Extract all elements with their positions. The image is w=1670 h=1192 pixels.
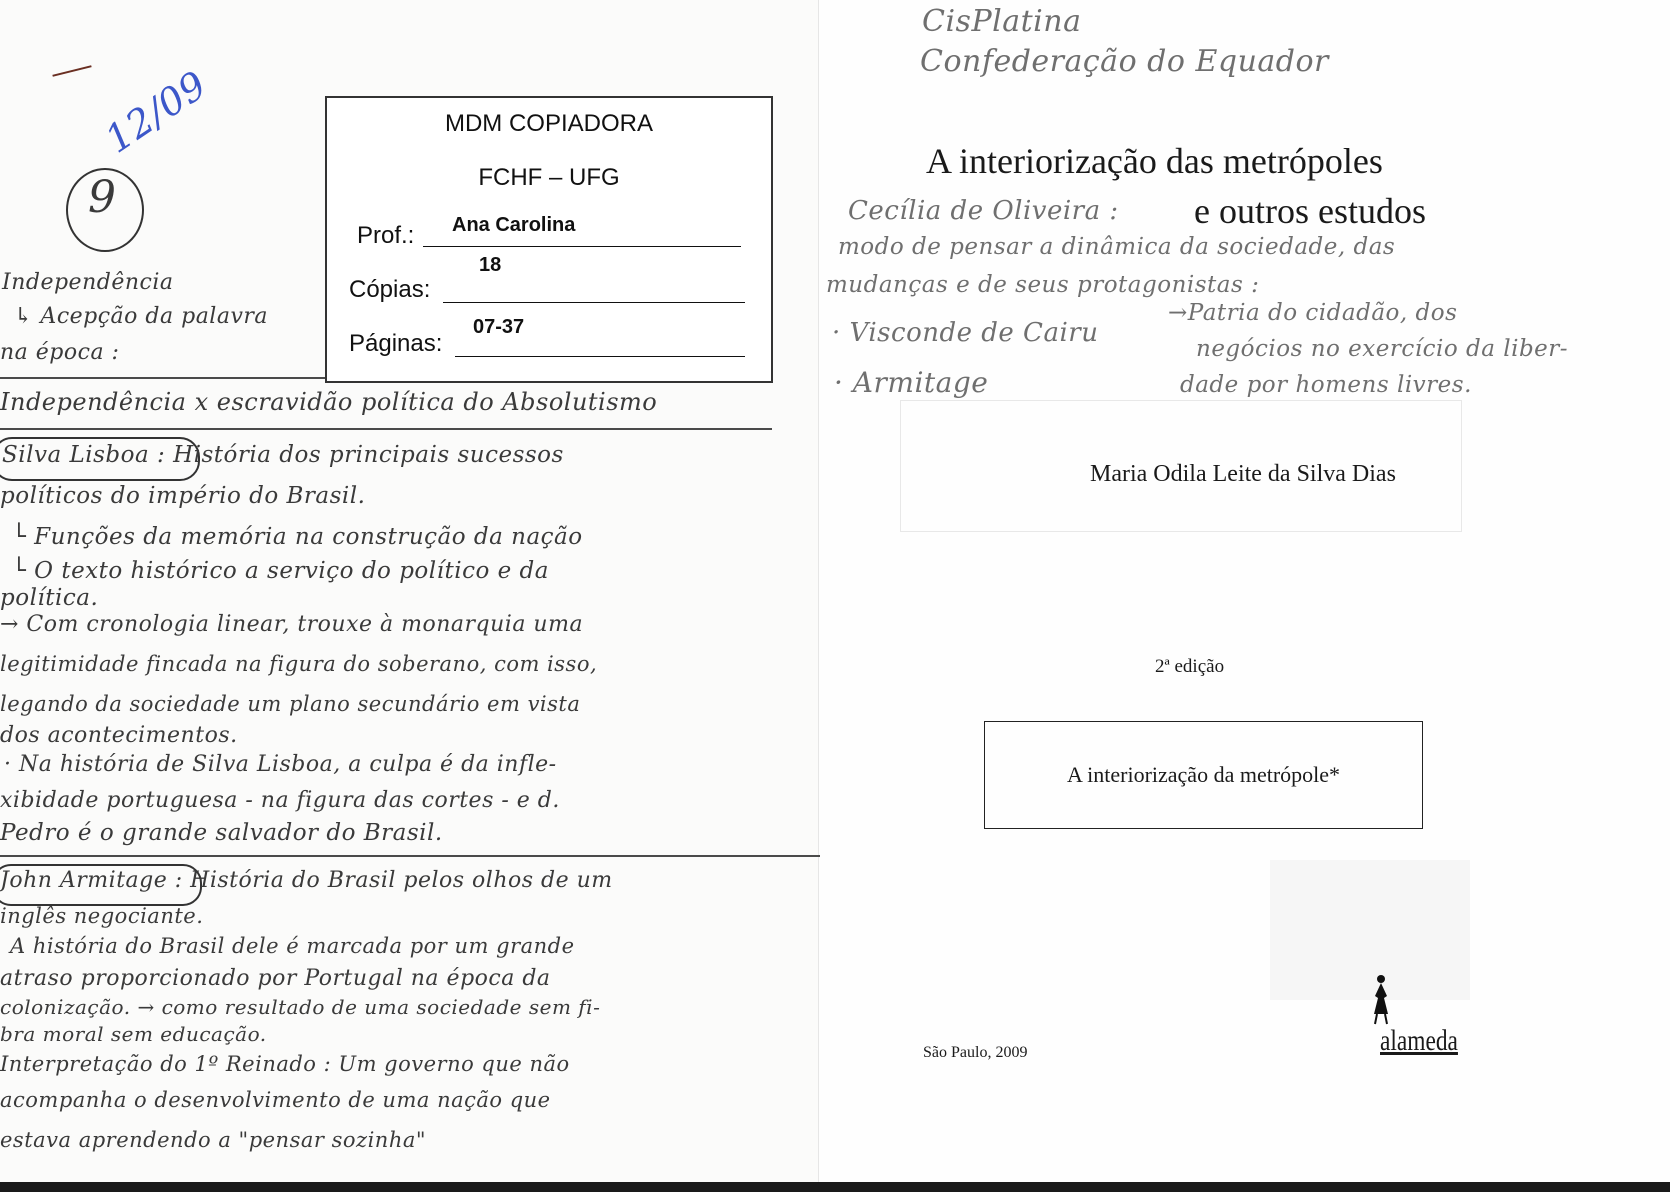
note-line: └ O texto histórico a serviço do político e da	[12, 558, 549, 584]
chapter-box	[984, 721, 1423, 829]
note-right: negócios no exercício da liber-	[1196, 336, 1569, 362]
note-line: xibidade portuguesa - na figura das cortes - e d.	[0, 788, 560, 813]
note-line: Independência x escravidão política do Absolutismo	[0, 388, 658, 416]
stamp-professor-line	[423, 246, 741, 247]
note-line: Independência	[2, 270, 174, 295]
stamp-copies-line	[443, 302, 745, 303]
note-line: · Na história de Silva Lisboa, a culpa é da infle-	[4, 752, 557, 777]
note-divider	[0, 377, 325, 379]
note-line: estava aprendendo a "pensar sozinha"	[0, 1128, 427, 1152]
note-line: dos acontecimentos.	[0, 723, 238, 748]
handwritten-date: 12/09	[97, 62, 215, 162]
note-right: dade por homens livres.	[1180, 372, 1472, 398]
book-place-year: São Paulo, 2009	[923, 1044, 1028, 1061]
stamp-title: MDM COPIADORA	[444, 110, 653, 137]
note-divider	[0, 855, 820, 857]
note-line: acompanha o desenvolvimento de uma nação que	[0, 1088, 551, 1112]
note-right: Cecília de Oliveira :	[848, 196, 1119, 226]
note-line: Interpretação do 1º Reinado : Um governo que não	[0, 1052, 570, 1076]
note-line: inglês negociante.	[0, 904, 204, 928]
book-author: Maria Odila Leite da Silva Dias	[1090, 461, 1396, 487]
chapter-title: A interiorização da metrópole*	[1066, 762, 1341, 787]
note-line: políticos do império do Brasil.	[0, 483, 366, 509]
stamp-pages-line	[455, 356, 745, 357]
note-line: política.	[0, 585, 99, 611]
stamp-copies-value: 18	[479, 254, 502, 276]
note-right: mudanças e de seus protagonistas :	[826, 272, 1260, 298]
note-right: modo de pensar a dinâmica da sociedade, das	[838, 234, 1396, 260]
stamp-professor-label: Prof.:	[357, 222, 415, 249]
note-right: · Armitage	[834, 366, 989, 399]
note-right: →Patria do cidadão, dos	[1168, 300, 1458, 326]
note-line: → Com cronologia linear, trouxe à monarquia uma	[0, 612, 584, 637]
book-edition: 2ª edição	[1155, 656, 1225, 677]
stamp-subtitle: FCHF – UFG	[478, 164, 620, 191]
note-line: John Armitage : História do Brasil pelos olhos de um	[0, 868, 613, 893]
note-line: legitimidade fincada na figura do soberano, com isso,	[0, 652, 598, 676]
stamp-professor-value: Ana Carolina	[452, 214, 576, 236]
note-line: Silva Lisboa : História dos principais sucessos	[2, 442, 564, 468]
handwritten-number: 9	[88, 172, 117, 223]
note-line: atraso proporcionado por Portugal na época da	[0, 966, 551, 991]
stamp-pages-label: Páginas:	[349, 330, 443, 357]
note-line: Pedro é o grande salvador do Brasil.	[0, 820, 443, 846]
note-line: A história do Brasil dele é marcada por um grande	[10, 934, 575, 958]
note-line: └ Funções da memória na construção da nação	[12, 524, 583, 550]
note-line: ↳ Acepção da palavra	[14, 304, 269, 329]
note-right: Confederação do Equador	[920, 44, 1329, 79]
note-line: legando da sociedade um plano secundário em vista	[0, 692, 581, 716]
publisher-logo-icon	[1368, 974, 1394, 1026]
stamp-pages-value: 07-37	[473, 316, 525, 338]
note-divider	[0, 428, 772, 430]
scan-edge	[0, 1182, 1670, 1192]
publisher-name: alameda	[1380, 1024, 1458, 1057]
note-line: bra moral sem educação.	[0, 1022, 267, 1046]
book-title-line1: A interiorização das metrópoles	[926, 141, 1383, 181]
copy-shop-stamp	[325, 96, 773, 383]
note-right: · Visconde de Cairu	[832, 318, 1099, 348]
note-right: CisPlatina	[922, 4, 1082, 39]
note-line: na época :	[0, 340, 120, 365]
book-title-line2: e outros estudos	[1194, 191, 1426, 231]
stamp-copies-label: Cópias:	[349, 276, 431, 303]
note-line: colonização. → como resultado de uma sociedade sem fi-	[0, 995, 601, 1019]
